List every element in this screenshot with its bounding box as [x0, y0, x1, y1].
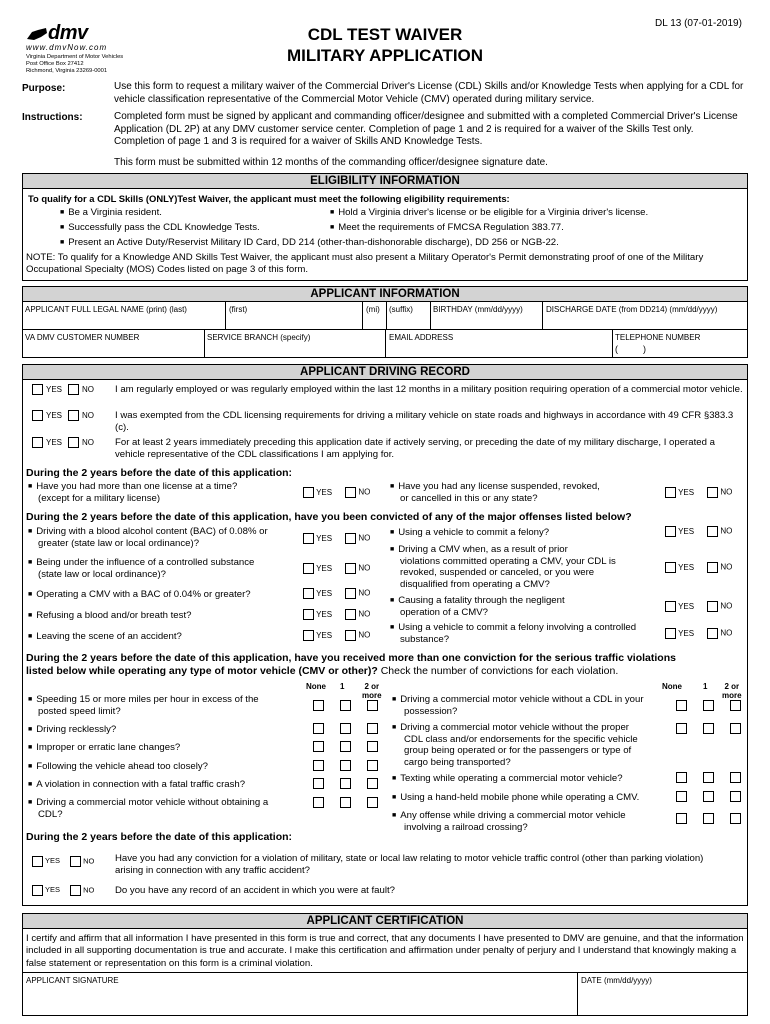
m4-yes-checkbox[interactable] — [303, 609, 314, 620]
f2-text: Do you have any record of an accident in which you were at fault? — [115, 885, 395, 896]
q1-row — [32, 384, 94, 395]
q2-text: I was exempted from the CDL licensing requirements for driving a military vehicle on state roads and highways in accordance with 49 CFR §383.3 (c). — [115, 410, 734, 433]
s4-two-more-checkbox[interactable] — [367, 760, 378, 771]
s7-counts — [676, 700, 741, 711]
serious-violation-item: ■ Driving recklessly? — [28, 724, 117, 735]
s6-two-more-checkbox[interactable] — [367, 797, 378, 808]
major-offense-item: ■ Using a vehicle to commit a felony? — [390, 527, 550, 538]
service-branch-field[interactable]: SERVICE BRANCH (specify) — [207, 333, 311, 342]
no-label: NO — [82, 438, 95, 448]
m5-no-checkbox[interactable] — [345, 630, 356, 641]
requirement-item: ■ Be a Virginia resident. — [60, 207, 162, 218]
s9-counts — [676, 772, 741, 783]
s11-none-checkbox[interactable] — [676, 813, 687, 824]
s11-one-checkbox[interactable] — [703, 813, 714, 824]
instructions-label: Instructions: — [22, 112, 83, 123]
applicant-heading: APPLICANT INFORMATION — [22, 286, 748, 302]
s1-two-more-checkbox[interactable] — [367, 700, 378, 711]
s2-two-more-checkbox[interactable] — [367, 723, 378, 734]
major-offense-item: ■ Driving a CMV when, as a result of prior violations committed operating a CMV, your CDL is revoked, suspended or canceled, or you were disqualified from operating a CMV? — [390, 544, 616, 590]
license-suspended: ■ Have you had any license suspended, revoked, or cancelled in this or any state? — [390, 481, 600, 504]
middle-initial-field[interactable]: (mi) — [366, 305, 380, 314]
s6-none-checkbox[interactable] — [313, 797, 324, 808]
s11-counts — [676, 813, 741, 824]
m9-yes-checkbox[interactable] — [665, 628, 676, 639]
instructions-text: Completed form must be signed by applicant and commanding officer/designee and submitted with a completed Commercial Driver's License Application (DL 2P) at any DMV customer service center. Completion of page 1 and 2 is required for a waiver of the Skills Test only. Completion of page 1 and 3 is required for a waiver of Skills AND Knowledge Tests. — [114, 111, 738, 147]
serious-violation-item: ■ Any offense while driving a commercial motor vehicle involving a railroad crossing? — [392, 810, 626, 833]
m6-no-checkbox[interactable] — [707, 526, 718, 537]
l1-yesno: YES NO — [303, 487, 370, 498]
section-heading: During the 2 years before the date of this application: — [26, 831, 293, 843]
email-field[interactable]: EMAIL ADDRESS — [389, 333, 454, 342]
eligibility-heading: ELIGIBILITY INFORMATION — [22, 173, 748, 189]
first-name-field[interactable]: (first) — [229, 305, 248, 314]
driving-record-heading: APPLICANT DRIVING RECORD — [22, 364, 748, 380]
address-line: Virginia Department of Motor Vehicles — [26, 54, 124, 60]
l2-yesno: YES NO — [665, 487, 732, 498]
s7-none-checkbox[interactable] — [676, 700, 687, 711]
l1-no-checkbox[interactable] — [345, 487, 356, 498]
l2-no-checkbox[interactable] — [707, 487, 718, 498]
s4-one-checkbox[interactable] — [340, 760, 351, 771]
m6-yes-checkbox[interactable] — [665, 526, 676, 537]
s3-none-checkbox[interactable] — [313, 741, 324, 752]
serious-violation-item: ■ Driving a commercial motor vehicle without obtaining a CDL? — [28, 797, 269, 820]
q3-text: For at least 2 years immediately preceding this application date if actively serving, or preceding the date of my military discharge, I operated a vehicle representative of the CDL classifications I am applying for. — [115, 437, 715, 460]
s5-one-checkbox[interactable] — [340, 778, 351, 789]
f1-text: Have you had any conviction for a violation of military, state or local law relating to motor vehicle traffic control (other than parking violation) arising in connection with any traffic accident? — [115, 853, 704, 876]
f2-no-checkbox[interactable] — [70, 885, 81, 896]
s1-one-checkbox[interactable] — [340, 700, 351, 711]
yes-label: YES — [46, 411, 63, 421]
f2-yesno: YES NO — [32, 885, 94, 896]
address-line: Richmond, Virginia 23269-0001 — [26, 67, 108, 74]
s8-counts — [676, 723, 741, 734]
no-label: NO — [82, 385, 95, 395]
q1-text: I am regularly employed or was regularly employed within the last 12 months in a military position requiring operation of a commercial motor vehicle. — [115, 384, 743, 395]
m6-yesno: YES NO — [665, 526, 732, 537]
q1-yes-checkbox[interactable] — [32, 384, 43, 395]
s7-one-checkbox[interactable] — [703, 700, 714, 711]
s3-one-checkbox[interactable] — [340, 741, 351, 752]
s2-one-checkbox[interactable] — [340, 723, 351, 734]
s10-two-more-checkbox[interactable] — [730, 791, 741, 802]
major-offense-item: ■ Causing a fatality through the negligent operation of a CMV? — [390, 595, 565, 618]
s9-two-more-checkbox[interactable] — [730, 772, 741, 783]
s10-counts — [676, 791, 741, 802]
logo-site: www.dmvNow.com — [26, 43, 108, 52]
s2-none-checkbox[interactable] — [313, 723, 324, 734]
s6-counts — [313, 797, 378, 808]
m1-yes-checkbox[interactable] — [303, 533, 314, 544]
requirement-item: ■ Successfully pass the CDL Knowledge Tests. — [60, 222, 260, 233]
signature-date-field[interactable]: DATE (mm/dd/yyyy) — [581, 976, 652, 985]
serious-violation-item: ■ Driving a commercial motor vehicle without a CDL in your possession? — [392, 694, 644, 717]
yes-label: YES — [46, 438, 63, 448]
m5-yes-checkbox[interactable] — [303, 630, 314, 641]
m4-no-checkbox[interactable] — [345, 609, 356, 620]
serious-violation-item: ■ Texting while operating a commercial motor vehicle? — [392, 773, 623, 784]
s4-counts — [313, 760, 378, 771]
telephone-field[interactable] — [615, 333, 745, 356]
birthday-field[interactable]: BIRTHDAY (mm/dd/yyyy) — [433, 305, 523, 314]
m2-yes-checkbox[interactable] — [303, 563, 314, 574]
m2-yesno: YES NO — [303, 563, 370, 574]
virginia-map-icon — [26, 27, 48, 41]
m3-yes-checkbox[interactable] — [303, 588, 314, 599]
suffix-field[interactable]: (suffix) — [389, 305, 413, 314]
last-name-field[interactable]: APPLICANT FULL LEGAL NAME (print) (last) — [25, 305, 187, 314]
s3-two-more-checkbox[interactable] — [367, 741, 378, 752]
m3-yesno: YES NO — [303, 588, 370, 599]
discharge-date-field[interactable]: DISCHARGE DATE (from DD214) (mm/dd/yyyy) — [546, 305, 718, 314]
major-offense-item: ■ Operating a CMV with a BAC of 0.04% or greater? — [28, 589, 251, 600]
s6-one-checkbox[interactable] — [340, 797, 351, 808]
requirement-item: ■ Meet the requirements of FMCSA Regulation 383.77. — [330, 222, 564, 233]
m5-yesno: YES NO — [303, 630, 370, 641]
section-heading: During the 2 years before the date of this application, have you been convicted of any of the major offenses listed below? — [26, 511, 632, 523]
serious-violation-item: ■ Improper or erratic lane changes? — [28, 742, 181, 753]
q3-yes-checkbox[interactable] — [32, 437, 43, 448]
dmv-logo — [26, 22, 186, 78]
s2-counts — [313, 723, 378, 734]
serious-violation-item: ■ Using a hand-held mobile phone while operating a CMV. — [392, 792, 640, 803]
address-line: Post Office Box 27412 — [26, 60, 84, 67]
f1-yes-checkbox[interactable] — [32, 856, 43, 867]
serious-violation-item: ■ A violation in connection with a fatal traffic crash? — [28, 779, 246, 790]
certification-text: I certify and affirm that all information I have presented in this form is true and correct, that any documents I have presented to DMV are genuine, and that the information included in all supporting documentation is true and accurate. I make this certification and affirmation under penalty of perjury and I understand that knowingly making a false statement or representation on this form is a criminal violation. — [26, 933, 744, 969]
m8-yes-checkbox[interactable] — [665, 601, 676, 612]
m4-yesno: YES NO — [303, 609, 370, 620]
s9-none-checkbox[interactable] — [676, 772, 687, 783]
m7-yesno: YES NO — [665, 562, 732, 573]
l1-yes-checkbox[interactable] — [303, 487, 314, 498]
s1-counts — [313, 700, 378, 711]
m8-no-checkbox[interactable] — [707, 601, 718, 612]
major-offense-item: ■ Driving with a blood alcohol content (BAC) of 0.08% or greater (state law or local ordinance)? — [28, 526, 268, 549]
major-offense-item: ■ Leaving the scene of an accident? — [28, 631, 182, 642]
major-offense-item: ■ Being under the influence of a controlled substance (state law or local ordinance)? — [28, 557, 255, 580]
m1-no-checkbox[interactable] — [345, 533, 356, 544]
f1-no-checkbox[interactable] — [70, 856, 81, 867]
s9-one-checkbox[interactable] — [703, 772, 714, 783]
q3-no-checkbox[interactable] — [68, 437, 79, 448]
major-offense-item: ■ Using a vehicle to commit a felony involving a controlled substance? — [390, 622, 637, 645]
q3-row — [32, 437, 94, 448]
m9-no-checkbox[interactable] — [707, 628, 718, 639]
q1-no-checkbox[interactable] — [68, 384, 79, 395]
serious-violation-item: ■ Speeding 15 or more miles per hour in excess of the posted speed limit? — [28, 694, 259, 717]
f2-yes-checkbox[interactable] — [32, 885, 43, 896]
q2-row — [32, 410, 94, 421]
s3-counts — [313, 741, 378, 752]
s4-none-checkbox[interactable] — [313, 760, 324, 771]
f1-yesno: YES NO — [32, 856, 94, 867]
purpose-text: Use this form to request a military waiver of the Commercial Driver's License (CDL) Skills and/or Knowledge Tests when applying for a CDL for vehicle classification representative of the Commercial Motor Vehicle (CMV) operated during military service. — [114, 81, 744, 105]
telephone-area-code: ( ) — [615, 344, 646, 354]
s7-two-more-checkbox[interactable] — [730, 700, 741, 711]
m1-yesno: YES NO — [303, 533, 370, 544]
telephone-label: TELEPHONE NUMBER — [615, 333, 701, 342]
s11-two-more-checkbox[interactable] — [730, 813, 741, 824]
yes-label: YES — [46, 385, 63, 395]
certification-heading: APPLICANT CERTIFICATION — [22, 913, 748, 929]
s8-none-checkbox[interactable] — [676, 723, 687, 734]
instructions-deadline: This form must be submitted within 12 months of the commanding officer/designee signature date. — [114, 157, 548, 168]
eligibility-intro: To qualify for a CDL Skills (ONLY)Test Waiver, the applicant must meet the following eligibility requirements: — [28, 193, 510, 204]
license-more-than-one: ■ Have you had more than one license at a time? (except for a military license) — [28, 481, 238, 504]
m7-no-checkbox[interactable] — [707, 562, 718, 573]
s1-none-checkbox[interactable] — [313, 700, 324, 711]
major-offense-item: ■ Refusing a blood and/or breath test? — [28, 610, 192, 621]
serious-violation-item: ■ Driving a commercial motor vehicle without the proper CDL class and/or endorsements for the specific vehicle group being operated or for the passengers or type of cargo being transported? — [392, 722, 638, 768]
l2-yes-checkbox[interactable] — [665, 487, 676, 498]
page-title: CDL TEST WAIVER — [307, 25, 463, 44]
q2-no-checkbox[interactable] — [68, 410, 79, 421]
s8-two-more-checkbox[interactable] — [730, 723, 741, 734]
serious-violation-item: ■ Following the vehicle ahead too closely? — [28, 761, 208, 772]
eligibility-note: NOTE: To qualify for a Knowledge AND Skills Test Waiver, the applicant must also present a Military Operator's Permit demonstrating proof of one of the Military Occupational Specialty (MOS) Codes listed on page 3 of this form. — [26, 252, 704, 275]
m3-no-checkbox[interactable] — [345, 588, 356, 599]
s8-one-checkbox[interactable] — [703, 723, 714, 734]
logo-text: dmv — [48, 22, 88, 44]
s5-two-more-checkbox[interactable] — [367, 778, 378, 789]
customer-number-field[interactable]: VA DMV CUSTOMER NUMBER — [25, 333, 140, 342]
s10-one-checkbox[interactable] — [703, 791, 714, 802]
m2-no-checkbox[interactable] — [345, 563, 356, 574]
q2-yes-checkbox[interactable] — [32, 410, 43, 421]
s5-none-checkbox[interactable] — [313, 778, 324, 789]
signature-field[interactable]: APPLICANT SIGNATURE — [26, 976, 119, 985]
m9-yesno: YES NO — [665, 628, 732, 639]
s10-none-checkbox[interactable] — [676, 791, 687, 802]
section-heading: During the 2 years before the date of this application, have you received more than one conviction for the serious traffic violations listed below while operating any type of motor vehicle (CMV or other)? Check the number of convictions for each violation. — [26, 652, 676, 677]
no-label: NO — [82, 411, 95, 421]
form-number: DL 13 (07-01-2019) — [655, 18, 742, 29]
m8-yesno: YES NO — [665, 601, 732, 612]
page-subtitle: MILITARY APPLICATION — [286, 46, 484, 65]
purpose-label: Purpose: — [22, 83, 66, 94]
s5-counts — [313, 778, 378, 789]
requirement-item: ■ Hold a Virginia driver's license or be eligible for a Virginia driver's license. — [330, 207, 649, 218]
requirement-item: ■ Present an Active Duty/Reservist Military ID Card, DD 214 (other-than-dishonorable discharge), DD 256 or NGB-22. — [60, 237, 559, 248]
m7-yes-checkbox[interactable] — [665, 562, 676, 573]
section-heading: During the 2 years before the date of this application: — [26, 467, 293, 479]
